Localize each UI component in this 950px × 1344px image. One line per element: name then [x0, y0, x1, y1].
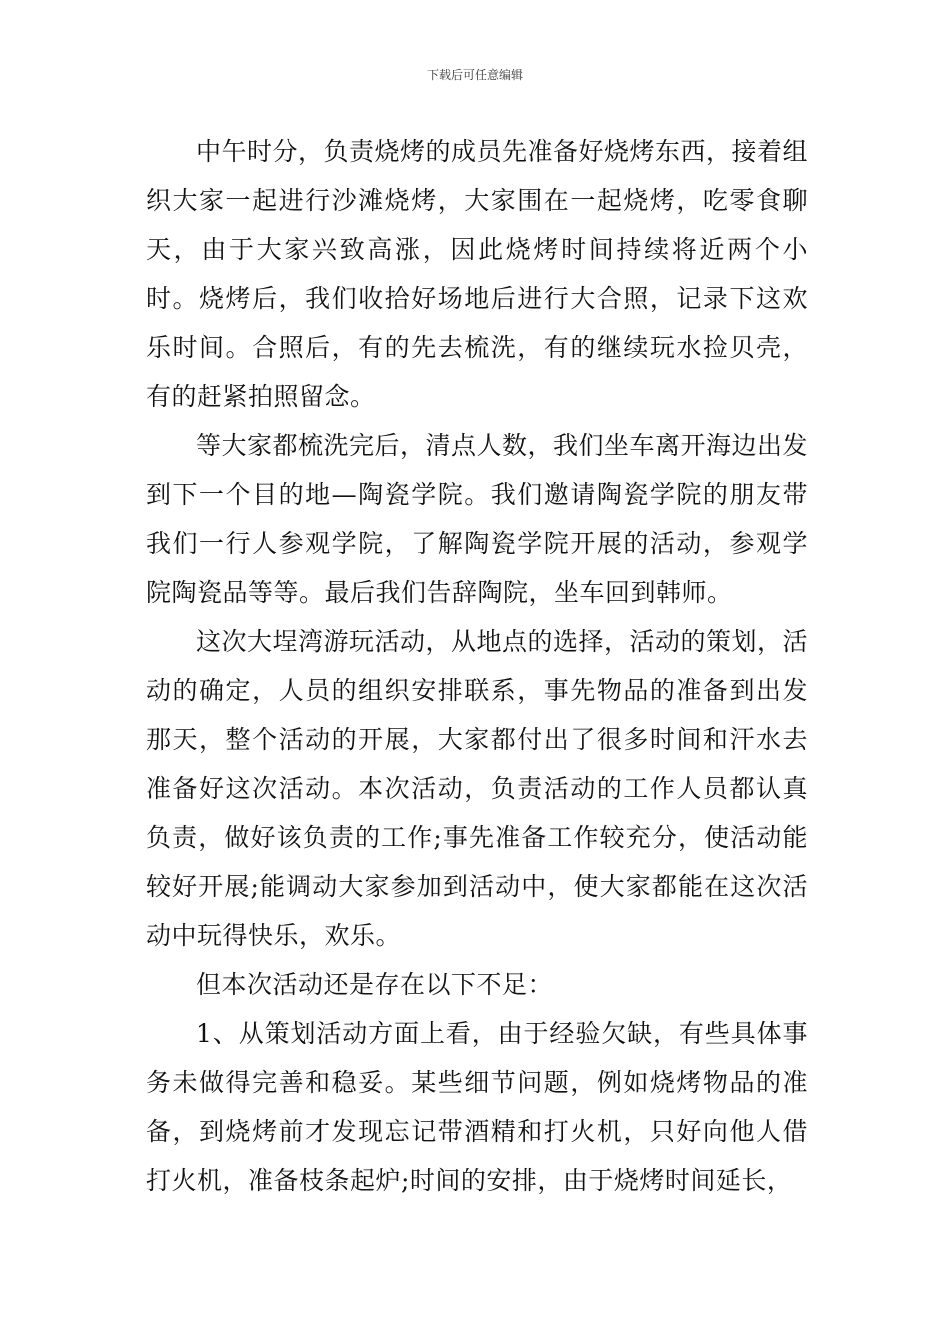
- paragraph: 1、从策划活动方面上看，由于经验欠缺，有些具体事务未做得完善和稳妥。某些细节问题，例如烧烤物品的准备，到烧烤前才发现忘记带酒精和打火机，只好向他人借打火机，准备枝条起炉;时间的安排，由于烧烤时间延长，: [146, 1019, 808, 1195]
- paragraph: 但本次活动还是存在以下不足：: [196, 970, 554, 999]
- document-body: [146, 127, 808, 1205]
- header-note: 下载后可任意编辑: [426, 68, 523, 82]
- paragraph: 这次大埕湾游玩活动，从地点的选择，活动的策划，活动的确定，人员的组织安排联系，事先物品的准备到出发那天，整个活动的开展，大家都付出了很多时间和汗水去准备好这次活动。本次活动，负责活动的工作人员都认真负责，做好该负责的工作;事先准备工作较充分，使活动能较好开展;能调动大家参加到活动中，使大家都能在这次活动中玩得快乐，欢乐。: [146, 627, 809, 950]
- paragraph: 中午时分，负责烧烤的成员先准备好烧烤东西，接着组织大家一起进行沙滩烧烤，大家围在一起烧烤，吃零食聊天，由于大家兴致高涨，因此烧烤时间持续将近两个小时。烧烤后，我们收拾好场地后进行大合照，记录下这欢乐时间。合照后，有的先去梳洗，有的继续玩水捡贝壳，有的赶紧拍照留念。: [146, 137, 809, 411]
- paragraph: 等大家都梳洗完后，清点人数，我们坐车离开海边出发到下一个目的地—陶瓷学院。我们邀请陶瓷学院的朋友带我们一行人参观学院，了解陶瓷学院开展的活动，参观学院陶瓷品等等。最后我们告辞陶院，坐车回到韩师。: [146, 431, 809, 607]
